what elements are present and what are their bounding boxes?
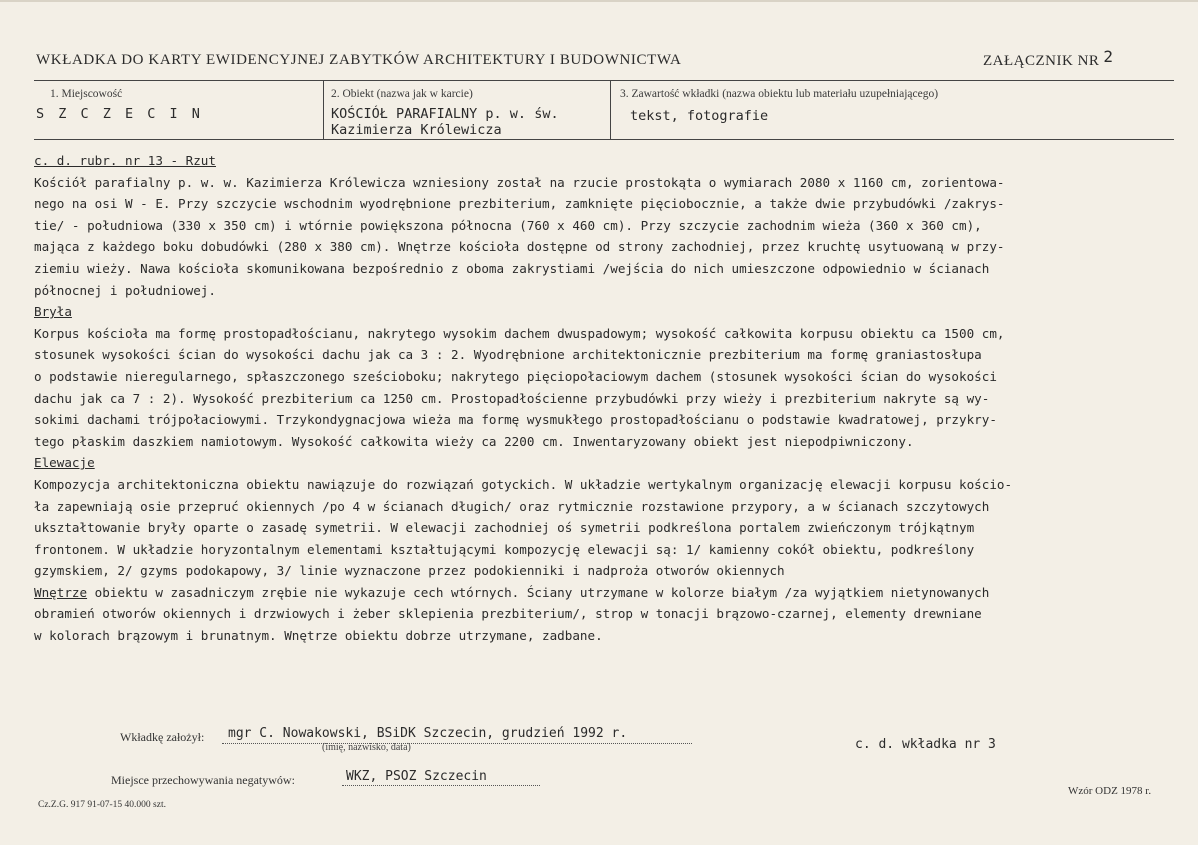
rzut-heading-text: c. d. rubr. nr 13 - Rzut [34,153,216,168]
header-top-rule [34,80,1174,81]
compiled-by-caption: (imię, nazwisko, data) [322,742,411,753]
wnetrze-first-line [34,582,1174,604]
rzut-line: Kościół parafialny p. w. w. Kazimierza Królewicza wzniesiony został na rzucie prostokąta o wymiarach 2080 x 1160 cm, zorientowa- [34,174,1005,190]
negatives-value: WKZ, PSOZ Szczecin [346,769,487,784]
compiled-by-value: mgr C. Nowakowski, BSiDK Szczecin, grudzień 1992 r. [228,726,628,741]
bryla-heading-text: Bryła [34,304,72,320]
attachment-label: ZAŁĄCZNIK NR [983,53,1100,69]
negatives-label: Miejsce przechowywania negatywów: [111,773,295,787]
elewacje-line: ła zapewniają osie przepruć okiennych /po 4 w ścianach długich/ oraz rytmicznie rozstawione przypory, a w ścianach szczytowych [34,498,990,514]
elewacje-line: frontonem. W układzie horyzontalnym elementami kształtującymi kompozycję elewacji są: 1/ kamienny cokół obiektu, podkreślony [34,541,975,557]
continued-insert: c. d. wkładka nr 3 [855,737,996,752]
attachment-number-value: 2 [1103,47,1114,66]
object-value-line-2: Kazimierza Królewicza [331,122,502,138]
bryla-line: Korpus kościoła ma formę prostopadłościanu, nakrytego wysokim dachem dwuspadowym; wysokość całkowita korpusu obiektu ca 1500 cm, [34,325,1005,341]
negatives-dotted-line [342,785,540,786]
rzut-line: tie/ - południowa (330 x 350 cm) i wtórnie powiększona północna (760 x 460 cm). Przy szczycie zachodnim wieża (360 x 360 cm), [34,217,982,233]
elewacje-line: gzymskiem, 2/ gzyms podokapowy, 3/ linie wyznaczone przez podokienniki i nadproża otworów okiennych [34,563,785,579]
rzut-line: nego na osi W - E. Przy szczycie wschodnim wyodrębnione prezbiterium, zamknięte pięciobocznie, a także dwie przybudówki /zakrys- [34,196,1005,212]
bryla-line: tego płaskim daszkiem namiotowym. Wysokość całkowita wieży ca 2200 cm. Inwentaryzowany obiekt jest niepodpiwniczony. [34,433,914,449]
compiled-by-dotted-line [222,743,692,744]
print-info: Cz.Z.G. 917 91-07-15 40.000 szt. [38,800,166,810]
object-label: 2. Obiekt (nazwa jak w karcie) [331,88,473,100]
header-bottom-rule [34,139,1174,140]
form-title: WKŁADKA DO KARTY EWIDENCYJNEJ ZABYTKÓW ARCHITEKTURY I BUDOWNICTWA [36,52,682,68]
form-model: Wzór ODZ 1978 r. [1068,785,1152,797]
locality-value: S Z C Z E C I N [36,106,203,122]
section-heading-bryla [34,301,1174,323]
contents-label: 3. Zawartość wkładki (nazwa obiektu lub materiału uzupełniającego) [620,88,939,100]
elewacje-line: ukształtowanie bryły oparte o zasadę symetrii. W elewacji zachodniej oś symetrii podkreślona portalem zwieńczonym trójkątnym [34,520,975,536]
bryla-line: stosunek wysokości ścian do wysokości dachu jak ca 3 : 2. Wyodrębnione architektonicznie prezbiterium ma formę graniastosłupa [34,347,982,363]
locality-label: 1. Miejscowość [50,88,123,100]
bryla-line: dachu jak ca 7 : 2). Wysokość prezbiterium ca 1250 cm. Prostopadłościenne przybudówki przy wieży i prezbiterium nakryte są wy- [34,390,990,406]
elewacje-line: Kompozycja architektoniczna obiektu nawiązuje do rozwiązań gotyckich. W układzie wertykalnym organizację elewacji korpusu kościo- [34,476,1013,492]
wnetrze-first-rest: obiektu w zasadniczym zrębie nie wykazuje cech wtórnych. Ściany utrzymane w kolorze białym /za wyjątkiem nietynowanych [87,584,990,600]
contents-value: tekst, fotografie [630,108,769,124]
column-divider-2 [610,80,611,139]
wnetrze-heading-text: Wnętrze [34,584,88,600]
compiled-by-label: Wkładkę założył: [120,730,205,744]
object-value-line-1: KOŚCIÓŁ PARAFIALNY p. w. św. [331,106,559,122]
bryla-line: o podstawie nieregularnego, spłaszczonego sześcioboku; nakrytego pięciopołaciowym dachem (stosunek wysokości ścian do wysokości [34,368,997,384]
rzut-line: ziemiu wieży. Nawa kościoła skomunikowana bezpośrednio z oboma zakrystiami /wejścia do nich umieszczone odpowiednio w ścianach [34,260,990,276]
description-body [34,150,1174,647]
section-heading-rzut [34,150,1174,172]
rzut-line: mająca z każdego boku dobudówki (280 x 380 cm). Wnętrze kościoła dostępne od strony zachodniej, przez kruchtę usytuowaną w przy- [34,239,1005,255]
column-divider-1 [323,80,324,139]
bryla-line: sokimi dachami trójpołaciowymi. Trzykondygnacjowa wieża ma formę wysmukłego prostopadłościanu o podstawie kwadratowej, przykry- [34,412,997,428]
attachment-number [983,47,1114,70]
section-heading-elewacje [34,452,1174,474]
elewacje-heading-text: Elewacje [34,455,95,471]
rzut-line: północnej i południowej. [34,282,216,298]
wnetrze-line: obramień otworów okiennych i drzwiowych i żeber sklepienia prezbiterium/, strop w tonacji brązowo-czarnej, elementy drewniane [34,606,982,622]
wnetrze-line: w kolorach brązowym i brunatnym. Wnętrze obiektu dobrze utrzymane, zadbane. [34,628,603,644]
